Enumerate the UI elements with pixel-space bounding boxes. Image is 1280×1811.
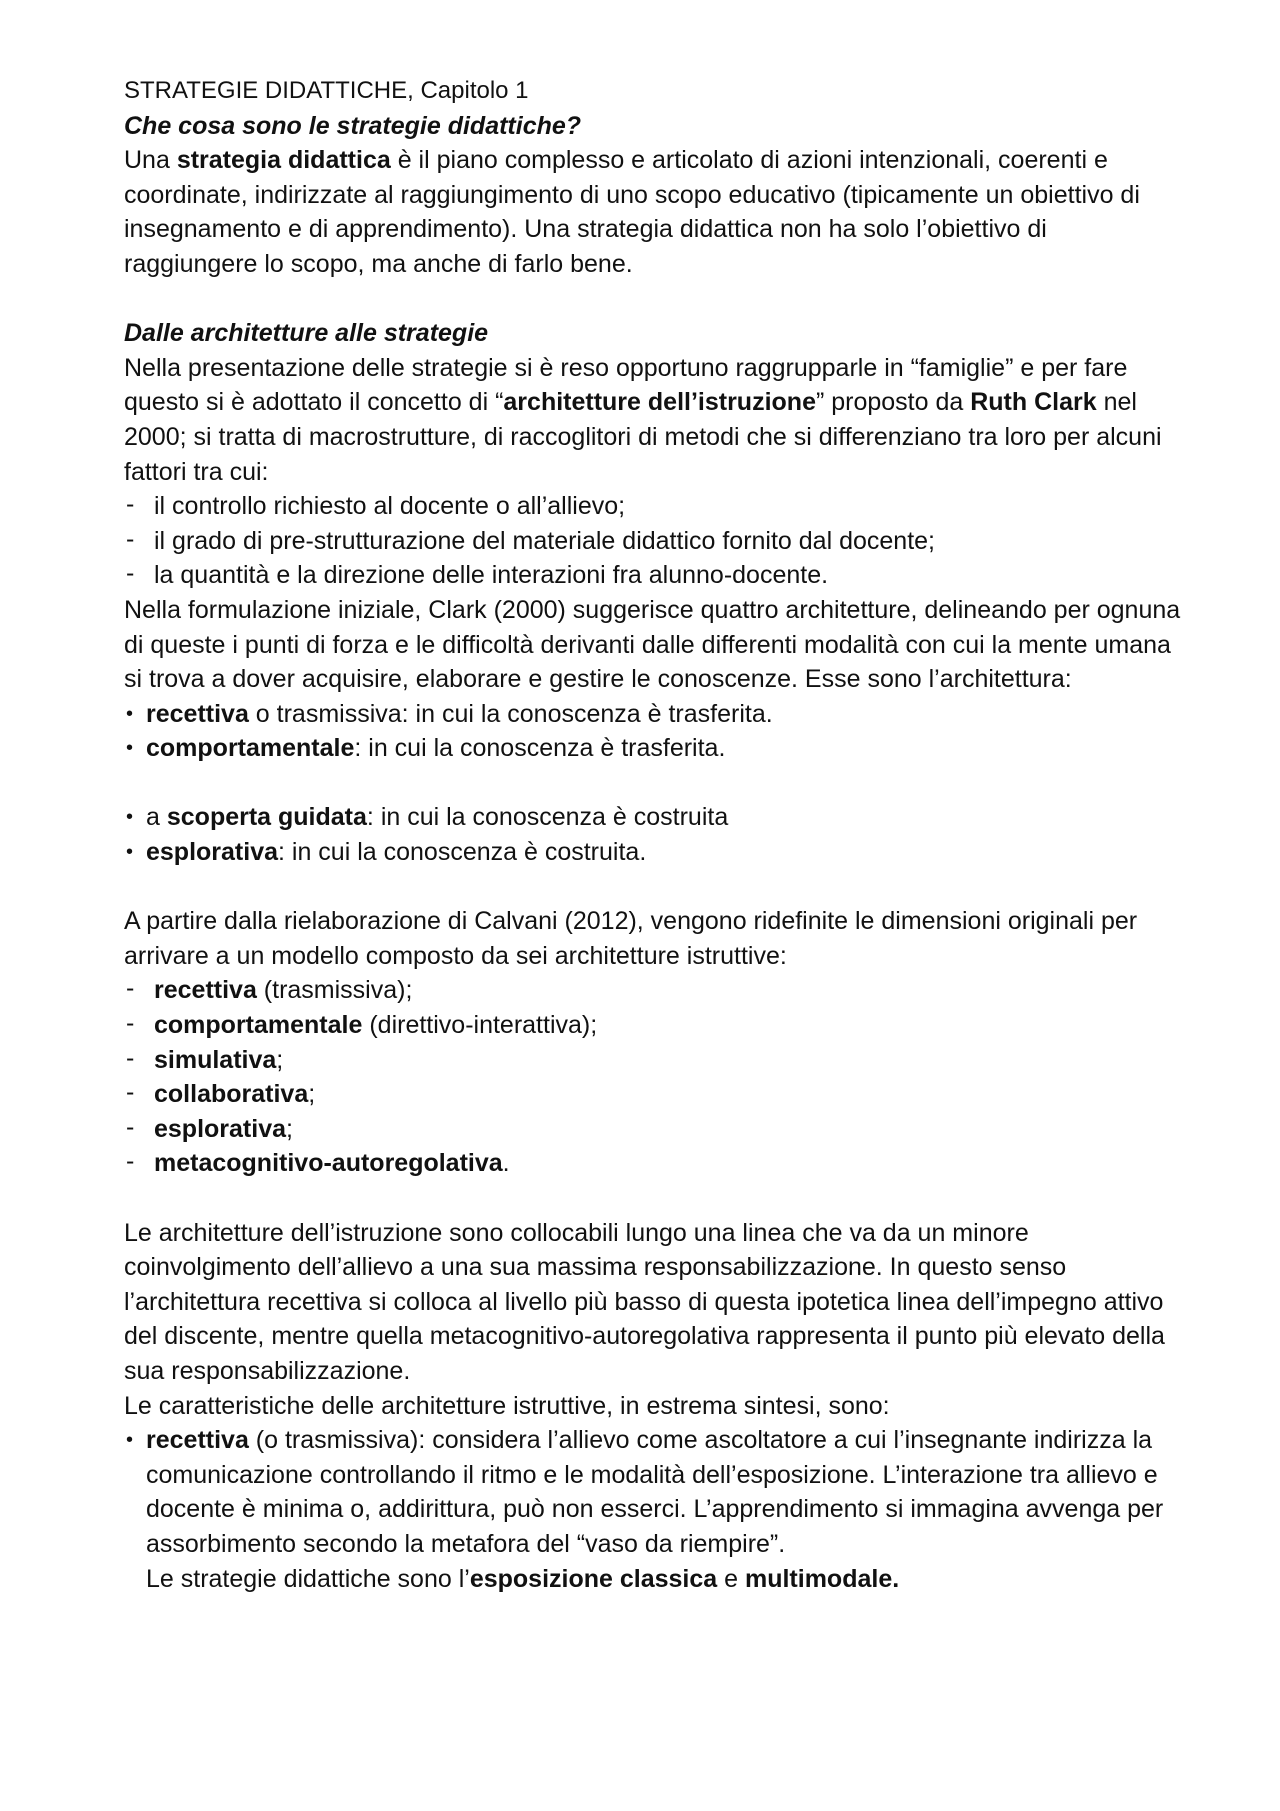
text: (trasmissiva); <box>256 976 413 1005</box>
list-item <box>124 1077 1184 1112</box>
text: : in cui la conoscenza è trasferita. <box>354 734 726 763</box>
paragraph-famiglie <box>124 351 1184 489</box>
text: : in cui la conoscenza è costruita. <box>278 838 647 867</box>
list-item: - il controllo richiesto al docente o all’allievo; <box>124 489 1184 524</box>
text: ; <box>308 1080 316 1109</box>
document-content <box>124 74 1184 1596</box>
bold-term: multimodale. <box>744 1564 900 1593</box>
text: Le strategie didattiche sono l’ <box>146 1564 470 1593</box>
list-item <box>124 973 1184 1008</box>
bold-term: esplorativa <box>154 1114 287 1143</box>
list-item <box>124 1146 1184 1181</box>
spacer <box>124 282 1184 317</box>
section-heading-architetture: Dalle architetture alle strategie <box>124 319 489 348</box>
document-title: STRATEGIE DIDATTICHE, Capitolo 1 <box>124 77 529 104</box>
text: : in cui la conoscenza è costruita <box>366 803 729 832</box>
paragraph-linea: Le architetture dell’istruzione sono collocabili lungo una linea che va da un minore coinvolgimento dell’allievo a una sua massima responsabilizzazione. In questo senso l’architettura recettiva si colloca al livello più basso di questa ipotetica linea dell’impegno attivo del discente, mentre quella metacognitivo-autoregolativa rappresenta il punto più elevato della sua responsabilizzazione. <box>124 1218 1165 1385</box>
text: ” proposto da <box>815 388 971 417</box>
clark-architectures-list-a <box>124 697 1184 766</box>
bold-term: collaborativa <box>154 1080 309 1109</box>
bold-term: Ruth Clark <box>970 388 1097 417</box>
bold-term: recettiva <box>146 699 249 728</box>
bold-term: comportamentale <box>154 1011 363 1040</box>
text: ; <box>286 1114 293 1143</box>
text: è il piano complesso e articolato di azioni intenzionali, coerenti e coordinate, indirizzate al raggiungimento di uno scopo educativo (tipicamente un obiettivo di insegnamento e di apprendimento). Una strategia didattica non ha solo l’obiettivo di raggiungere lo scopo, ma anche di farlo bene. <box>124 146 1140 278</box>
text: ; <box>276 1045 284 1074</box>
list-item <box>124 731 1184 766</box>
paragraph-definizione <box>124 143 1184 281</box>
text: nel 2000; si tratta di macrostrutture, di raccoglitori di metodi che si differenziano tra loro per alcuni fattori tra cui: <box>124 388 1162 486</box>
bold-term: strategia didattica <box>176 146 391 175</box>
factors-list <box>124 489 1184 593</box>
clark-architectures-list-b <box>124 800 1184 869</box>
paragraph-clark: Nella formulazione iniziale, Clark (2000) suggerisce quattro architetture, delineando per ognuna di queste i punti di forza e le difficoltà derivanti dalle differenti modalità con cui la mente umana si trova a dover acquisire, elaborare e gestire le conoscenze. Esse sono l’architettura: <box>124 595 1181 694</box>
text: o trasmissiva: in cui la conoscenza è trasferita. <box>248 699 773 728</box>
paragraph-calvani: A partire dalla rielaborazione di Calvani (2012), vengono ridefinite le dimensioni originali per arrivare a un modello composto da sei architetture istruttive: <box>124 907 1138 970</box>
list-item <box>124 1112 1184 1147</box>
six-architectures-list <box>124 973 1184 1181</box>
paragraph-strategie-esposizione <box>124 1562 1184 1597</box>
bold-term: comportamentale <box>146 734 355 763</box>
list-item <box>124 835 1184 870</box>
bold-term: recettiva <box>146 1426 249 1455</box>
text: Nella presentazione delle strategie si è reso opportuno raggrupparle in “famiglie” e per fare questo si è adottato il concetto di “ <box>124 353 1128 417</box>
bold-term: esposizione classica <box>469 1564 718 1593</box>
text: e <box>717 1564 745 1593</box>
bold-term: esplorativa <box>146 838 279 867</box>
list-item: - il grado di pre-strutturazione del materiale didattico fornito dal docente; <box>124 524 1184 559</box>
list-item <box>124 697 1184 732</box>
paragraph-caratteristiche: Le caratteristiche delle architetture istruttive, in estrema sintesi, sono: <box>124 1391 890 1420</box>
section-heading-strategie: Che cosa sono le strategie didattiche? <box>124 111 582 140</box>
list-item: - la quantità e la direzione delle interazioni fra alunno-docente. <box>124 558 1184 593</box>
bold-term: architetture dell’istruzione <box>503 388 816 417</box>
list-item <box>124 1008 1184 1043</box>
text: . <box>502 1149 510 1178</box>
list-item <box>124 1423 1184 1561</box>
characteristics-list <box>124 1423 1184 1561</box>
list-item <box>124 800 1184 835</box>
spacer <box>124 766 1184 801</box>
text: Una <box>124 146 177 175</box>
bold-term: recettiva <box>154 976 257 1005</box>
text: (direttivo-interattiva); <box>362 1011 598 1040</box>
spacer <box>124 1181 1184 1216</box>
text: a <box>146 803 167 832</box>
text: (o trasmissiva): considera l’allievo come ascoltatore a cui l’insegnante indirizza la comunicazione controllando il ritmo e le modalità dell’esposizione. L’interazione tra allievo e docente è minima o, addirittura, può non esserci. L’apprendimento si immagina avvenga per assorbimento secondo la metafora del “vaso da riempire”. <box>146 1426 1164 1558</box>
spacer <box>124 870 1184 905</box>
bold-term: metacognitivo-autoregolativa <box>154 1149 503 1178</box>
bold-term: scoperta guidata <box>166 803 367 832</box>
list-item <box>124 1043 1184 1078</box>
bold-term: simulativa <box>154 1045 277 1074</box>
